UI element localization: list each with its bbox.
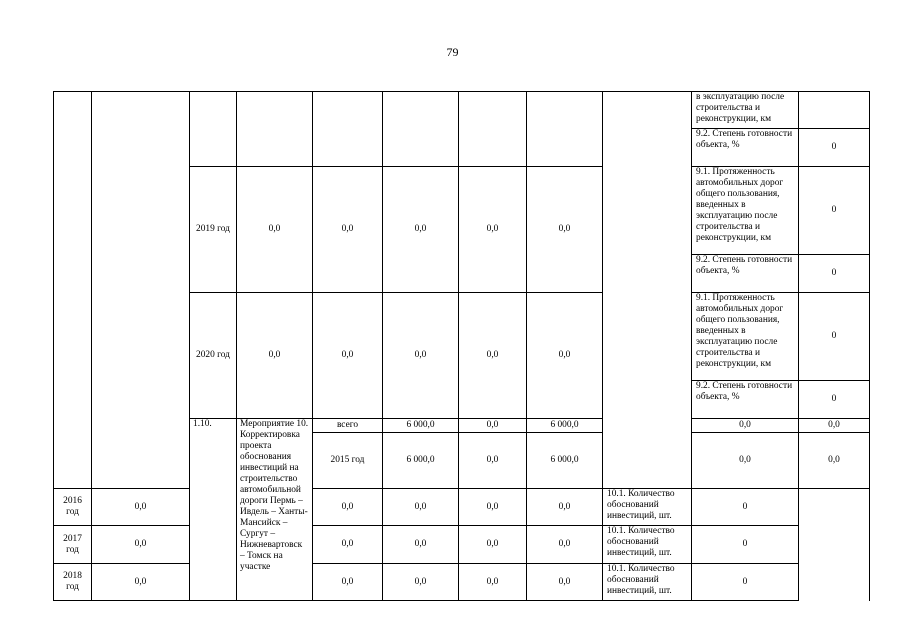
year-cell: 2017 год <box>54 526 92 564</box>
indicator-value: 0 <box>799 381 870 419</box>
value-cell: 0,0 <box>313 526 383 564</box>
value-cell: 0,0 <box>527 293 603 419</box>
value-cell: 0,0 <box>459 489 527 526</box>
cell-executor-cont <box>603 92 692 489</box>
indicator-name: 9.2. Степень готовности объекта, % <box>692 381 799 419</box>
indicator-name: 10.1. Количество обоснований инвестиций, шт. <box>603 489 692 526</box>
value-cell: 0,0 <box>237 293 313 419</box>
page-number: 79 <box>446 45 459 59</box>
measure-name: Мероприятие 10. Корректировка проекта обоснования инвестиций на строительство автомобильной дороги Пермь – Ивдель – Ханты-Мансийск – Сургут – Нижневартовск – Томск на участке <box>237 419 313 601</box>
value-cell: 0,0 <box>383 526 459 564</box>
value-cell: 0,0 <box>459 433 527 489</box>
indicator-name: в эксплуатацию после строительства и реконструкции, км <box>692 92 799 129</box>
value-cell: 0,0 <box>459 564 527 601</box>
indicator-value: 0 <box>692 564 799 601</box>
value-cell: 0,0 <box>313 564 383 601</box>
table-row <box>54 489 870 526</box>
value-cell: 0,0 <box>459 293 527 419</box>
indicator-value: 0 <box>799 255 870 293</box>
value-cell: 0,0 <box>92 526 190 564</box>
program-table <box>53 91 870 601</box>
year-cell: 2018 год <box>54 564 92 601</box>
value-cell: 0,0 <box>237 167 313 293</box>
indicator-name: 10.1. Количество обоснований инвестиций, шт. <box>603 564 692 601</box>
value-cell: 0,0 <box>799 419 870 433</box>
year-cell: 2019 год <box>190 167 237 293</box>
indicator-value: 0 <box>692 489 799 526</box>
value-cell: 0,0 <box>92 489 190 526</box>
indicator-name: 9.2. Степень готовности объекта, % <box>692 255 799 293</box>
value-cell: 0,0 <box>313 489 383 526</box>
cell-year-cont <box>190 92 237 167</box>
indicator-name: 9.1. Протяженность автомобильных дорог общего пользования, введенных в эксплуатацию после строительства и реконструкции, км <box>692 293 799 381</box>
value-cell: 0,0 <box>383 293 459 419</box>
indicator-value <box>799 92 870 129</box>
measure-number: 1.10. <box>190 419 237 601</box>
indicator-value: 0 <box>692 526 799 564</box>
value-cell: 0,0 <box>313 293 383 419</box>
year-cell: 2020 год <box>190 293 237 419</box>
table-row <box>54 564 870 601</box>
year-cell: 2016 год <box>54 489 92 526</box>
value-cell: 0,0 <box>313 167 383 293</box>
year-cell: всего <box>313 419 383 433</box>
value-cell: 6 000,0 <box>383 419 459 433</box>
value-cell: 0,0 <box>459 526 527 564</box>
indicator-name: 10.1. Количество обоснований инвестиций, шт. <box>603 526 692 564</box>
value-cell: 0,0 <box>799 433 870 489</box>
value-cell: 0,0 <box>92 564 190 601</box>
table-row <box>54 526 870 564</box>
indicator-value: 0 <box>799 129 870 167</box>
indicator-name: 9.2. Степень готовности объекта, % <box>692 129 799 167</box>
value-cell: 6 000,0 <box>527 419 603 433</box>
value-cell: 0,0 <box>527 489 603 526</box>
value-cell: 0,0 <box>527 564 603 601</box>
value-cell: 0,0 <box>383 489 459 526</box>
indicator-value: 0 <box>799 293 870 381</box>
indicator-value: 0 <box>799 167 870 255</box>
value-cell: 0,0 <box>692 419 799 433</box>
cell-name-cont <box>92 92 190 489</box>
value-cell: 0,0 <box>527 526 603 564</box>
table-row <box>54 92 870 129</box>
value-cell: 0,0 <box>459 419 527 433</box>
value-cell: 0,0 <box>527 167 603 293</box>
value-cell: 6 000,0 <box>383 433 459 489</box>
value-cell: 0,0 <box>692 433 799 489</box>
value-cell: 0,0 <box>459 167 527 293</box>
value-cell: 0,0 <box>383 564 459 601</box>
year-cell: 2015 год <box>313 433 383 489</box>
cell-num-cont <box>54 92 92 489</box>
indicator-name: 9.1. Протяженность автомобильных дорог общего пользования, введенных в эксплуатацию после строительства и реконструкции, км <box>692 167 799 255</box>
value-cell: 6 000,0 <box>527 433 603 489</box>
value-cell: 0,0 <box>383 167 459 293</box>
